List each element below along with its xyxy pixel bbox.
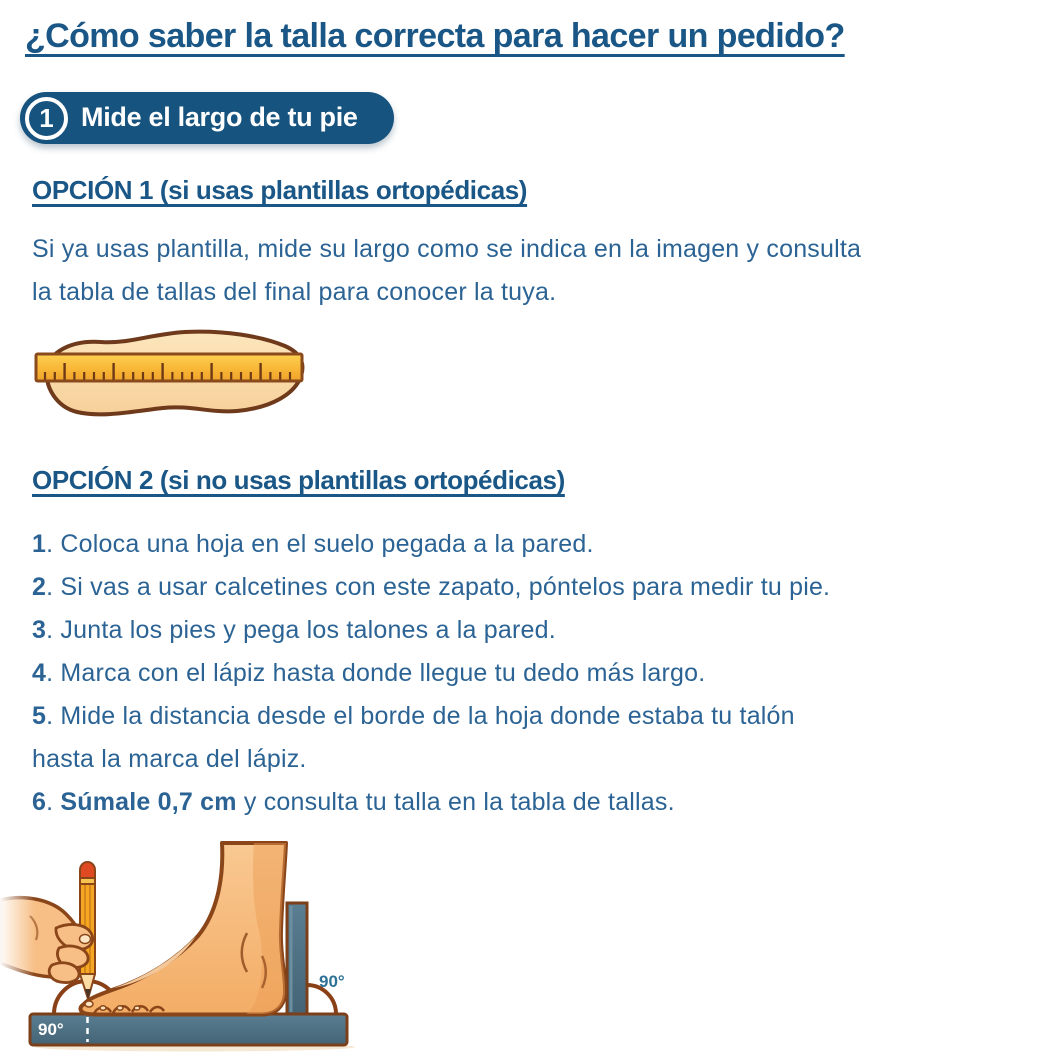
hand-fade — [0, 888, 35, 988]
option2-heading: OPCIÓN 2 (si no usas plantillas ortopédicas) — [32, 465, 565, 495]
step-1-badge — [20, 92, 394, 144]
instruction-step — [32, 566, 1022, 609]
floor-base-shape — [30, 1014, 347, 1045]
step-bold-text: Súmale 0,7 cm — [53, 788, 237, 816]
fingernail — [80, 935, 91, 944]
step-number: 6 — [32, 788, 47, 816]
option1-body — [32, 228, 1022, 314]
step-separator: . — [46, 702, 54, 730]
toenail — [100, 1006, 106, 1010]
instruction-step — [32, 781, 1022, 824]
step-number: 1 — [39, 102, 54, 133]
toenail-big — [85, 1001, 93, 1007]
instruction-steps — [32, 523, 1022, 824]
instruction-step — [32, 695, 1022, 781]
toenail — [117, 1006, 123, 1010]
step-separator: . — [46, 530, 54, 558]
step-number: 4 — [32, 659, 47, 687]
step-text: y consulta tu talla en la tabla de tallas. — [236, 788, 675, 816]
step-separator: . — [46, 573, 54, 601]
toenail — [134, 1006, 140, 1010]
instruction-step — [32, 523, 1022, 566]
instruction-step — [32, 652, 1022, 695]
insole-ruler-illustration — [33, 326, 309, 422]
page-title: ¿Cómo saber la talla correcta para hacer un pedido? — [25, 17, 845, 55]
step-text-line2: hasta la marca del lápiz. — [32, 745, 307, 773]
step-separator: . — [46, 616, 54, 644]
step-text: Si vas a usar calcetines con este zapato, póntelos para medir tu pie. — [53, 573, 831, 601]
step-text: Coloca una hoja en el suelo pegada a la pared. — [53, 530, 594, 558]
step-number: 5 — [32, 702, 47, 730]
option1-heading: OPCIÓN 1 (si usas plantillas ortopédicas) — [32, 175, 528, 205]
option1-body-line2: la tabla de tallas del final para conocer la tuya. — [32, 278, 557, 306]
foot-measurement-illustration — [0, 836, 380, 1052]
step-text: Marca con el lápiz hasta donde llegue tu dedo más largo. — [53, 659, 706, 687]
step-number: 3 — [32, 616, 47, 644]
instruction-step — [32, 609, 1022, 652]
step-number-circle — [25, 97, 68, 140]
step-separator: . — [46, 788, 54, 816]
step-separator: . — [46, 659, 54, 687]
angle-label-floor: 90° — [38, 1020, 64, 1039]
pencil-eraser — [80, 862, 95, 878]
step-text: Mide la distancia desde el borde de la hoja donde estaba tu talón — [53, 702, 795, 730]
step-badge-label: Mide el largo de tu pie — [81, 101, 358, 132]
option1-body-line1: Si ya usas plantilla, mide su largo como se indica en la imagen y consulta — [32, 235, 862, 263]
angle-label-wall: 90° — [319, 972, 345, 991]
thumb — [49, 963, 79, 983]
ruler — [36, 354, 302, 381]
step-number: 1 — [32, 530, 47, 558]
step-text: Junta los pies y pega los talones a la pared. — [53, 616, 556, 644]
step-number: 2 — [32, 573, 47, 601]
